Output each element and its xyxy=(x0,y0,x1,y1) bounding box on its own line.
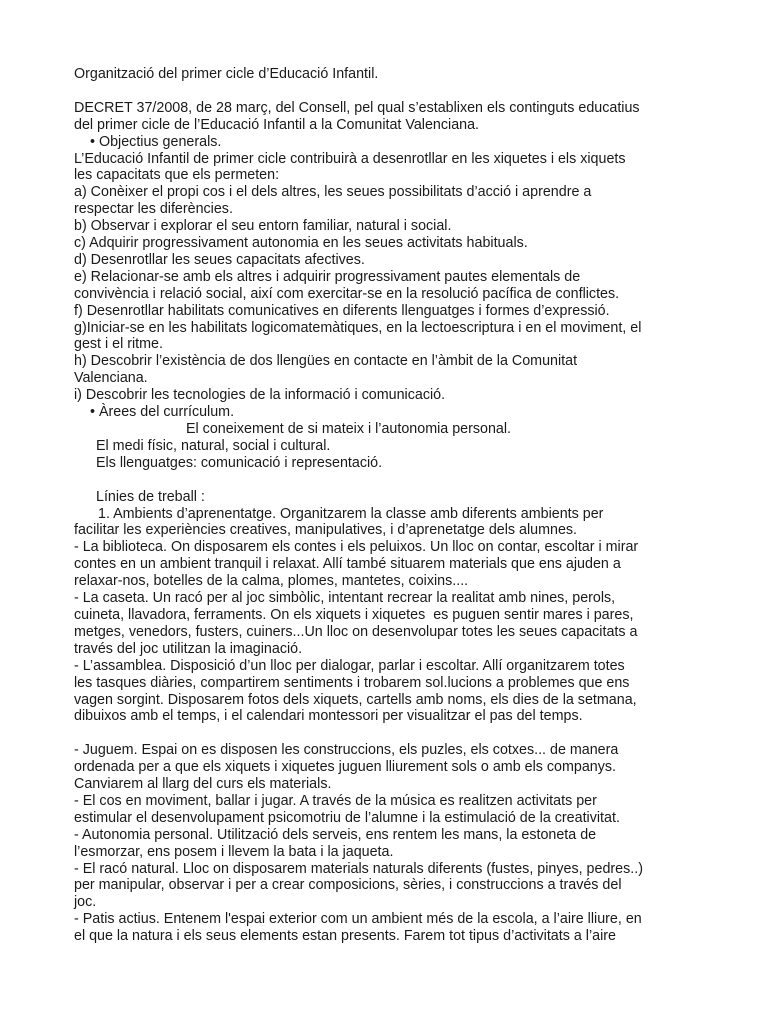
spacer xyxy=(74,83,728,100)
objective-line: a) Conèixer el propi cos i el dels altres, les seues possibilitats d’acció i aprendre a xyxy=(74,184,592,201)
area-item: El medi físic, natural, social i cultural. xyxy=(96,437,331,454)
document-title: Organització del primer cicle d’Educació Infantil. xyxy=(74,66,379,82)
objective-line: h) Descobrir l’existència de dos llengües en contacte en l’àmbit de la Comunitat xyxy=(74,353,578,370)
objective-line: c) Adquirir progressivament autonomia en les seues activitats habituals. xyxy=(74,235,528,252)
spacer xyxy=(74,472,728,489)
environments-list xyxy=(74,539,728,725)
paragraph-line: - La caseta. Un racó per al joc simbòlic, intentant recrear la realitat amb nines, perols, xyxy=(74,590,616,607)
paragraph-line: - El cos en moviment, ballar i jugar. A través de la música es realitzen activitats per xyxy=(74,792,597,809)
paragraph-line: relaxar-nos, botelles de la calma, plomes, mantetes, coixins.... xyxy=(74,573,469,590)
area-item: Els llenguatges: comunicació i representació. xyxy=(96,454,383,471)
activities-list xyxy=(74,742,728,945)
paragraph-line: cuineta, llavadora, ferraments. On els xiquets i xiquetes es puguen sentir mares i pares, xyxy=(74,606,634,623)
spacer xyxy=(74,725,728,742)
paragraph-line: contes en un ambient tranquil i relaxat. Allí també situarem materials que ens ajuden a xyxy=(74,556,621,573)
paragraph-line: ordenada per a que els xiquets i xiquetes juguen lliurement sols o amb els companys. xyxy=(74,759,617,776)
objective-line: respectar les diferències. xyxy=(74,201,233,218)
areas-heading: • Àrees del currículum. xyxy=(90,404,235,421)
paragraph-line: - Autonomia personal. Utilització dels serveis, ens rentem les mans, la estoneta de xyxy=(74,826,597,843)
paragraph-line: través del joc utilitzan la imaginació. xyxy=(74,640,303,657)
objective-line: d) Desenrotllar les seues capacitats afectives. xyxy=(74,251,365,268)
paragraph-line: - Juguem. Espai on es disposen les construccions, els puzles, els cotxes... de manera xyxy=(74,742,619,759)
paragraph-line: el que la natura i els seus elements estan presents. Farem tot tipus d’activitats a l’aire xyxy=(74,928,616,945)
work-item-line: 1. Ambients d’aprenentatge. Organitzarem la classe amb diferents ambients per xyxy=(98,505,604,522)
paragraph-line: metges, venedors, fusters, cuiners...Un lloc on desenvolupar totes les seues capacitats a xyxy=(74,623,638,640)
paragraph-line: dibuixos amb el temps, i el calendari montessori per visualitzar el pas del temps. xyxy=(74,708,583,725)
decree-line: DECRET 37/2008, de 28 març, del Consell, pel qual s’establixen els continguts educatius xyxy=(74,99,640,116)
objectives-heading: • Objectius generals. xyxy=(90,133,222,150)
paragraph-line: - L’assamblea. Disposició d’un lloc per dialogar, parlar i escoltar. Allí organitzarem totes xyxy=(74,657,625,674)
paragraph-line: Canviarem al llarg del curs els materials. xyxy=(74,776,332,793)
paragraph-line: vagen sorgint. Disposarem fotos dels xiquets, cartells amb noms, els dies de la setmana, xyxy=(74,691,637,708)
objective-line: i) Descobrir les tecnologies de la informació i comunicació. xyxy=(74,387,446,404)
paragraph-line: estimular el desenvolupament psicomotriu de l’alumne i la estimulació de la creativitat. xyxy=(74,809,620,826)
objective-line: e) Relacionar-se amb els altres i adquirir progressivament pautes elementals de xyxy=(74,268,581,285)
objective-line: gest i el ritme. xyxy=(74,336,163,353)
paragraph-line: joc. xyxy=(74,894,97,911)
objective-line: f) Desenrotllar habilitats comunicatives en diferents llenguatges i formes d’expressió. xyxy=(74,302,610,319)
paragraph-line: l’esmorzar, ens posem i llevem la bata i la jaqueta. xyxy=(74,843,394,860)
paragraph-line: les tasques diàries, compartirem sentiments i trobarem sol.lucions a problemes que ens xyxy=(74,674,630,691)
paragraph-line: - El racó natural. Lloc on disposarem materials naturals diferents (fustes, pinyes, pedres..) xyxy=(74,860,643,877)
work-item-line: facilitar les experiències creatives, manipulatives, i d’aprenetatge dels alumnes. xyxy=(74,522,578,539)
paragraph-line: - La biblioteca. On disposarem els contes i els peluixos. Un lloc on contar, escoltar i mirar xyxy=(74,539,639,556)
objectives-intro: L’Educació Infantil de primer cicle contribuirà a desenrotllar en les xiquetes i els xiquets xyxy=(74,150,626,167)
objectives-list xyxy=(74,184,728,404)
paragraph-line: per manipular, observar i per a crear composicions, sèries, i construccions a través del xyxy=(74,877,622,894)
paragraph-line: - Patis actius. Entenem l'espai exterior com un ambient més de la escola, a l’aire lliure, en xyxy=(74,911,642,928)
objective-line: convivència i relació social, així com exercitar-se en la resolució pacífica de conflictes. xyxy=(74,285,620,302)
work-heading: Línies de treball : xyxy=(96,488,205,505)
objective-line: b) Observar i explorar el seu entorn familiar, natural i social. xyxy=(74,218,452,235)
objective-line: g)Iniciar-se en les habilitats logicomatemàtiques, en la lectoescriptura i en el moviment, el xyxy=(74,319,642,336)
objective-line: Valenciana. xyxy=(74,370,148,387)
decree-line: del primer cicle de l’Educació Infantil a la Comunitat Valenciana. xyxy=(74,116,480,133)
objectives-intro: les capacitats que els permeten: xyxy=(74,167,280,184)
area-item: El coneixement de si mateix i l’autonomia personal. xyxy=(186,421,512,438)
